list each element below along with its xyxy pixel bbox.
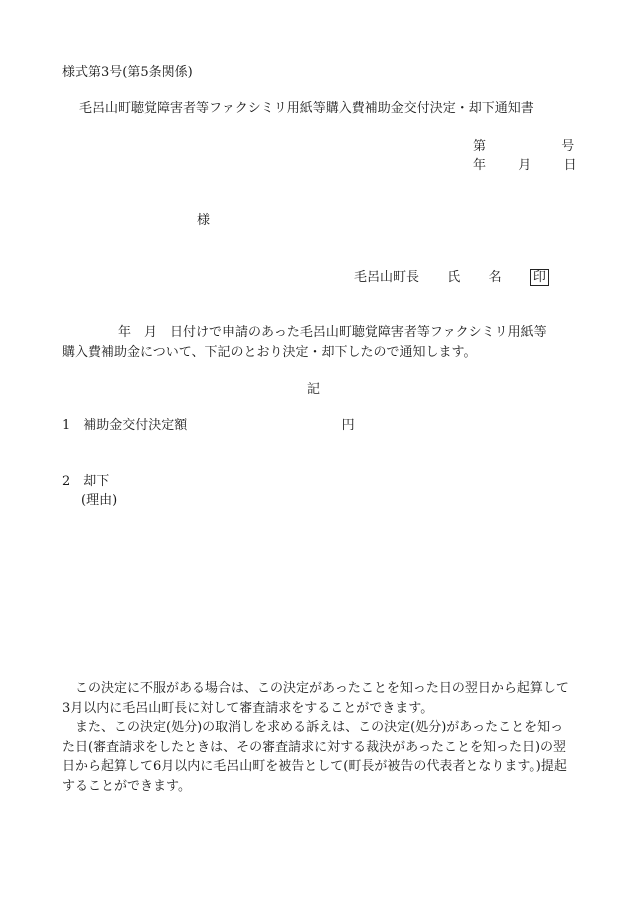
notice-paragraph-2: また、この決定(処分)の取消しを求める訴えは、この決定(処分)があったことを知った日(審査請求をしたときは、その審査請求に対する裁決があったことを知った日)の翌日から起算して6月以内に毛呂山町を被告として(町長が被告の代表者となります。)提起することができます。 [62,720,567,794]
ki-heading: 記 [307,382,321,397]
item-2-label: 2 却下 [62,474,110,489]
date-year: 年 [473,158,487,173]
notice-paragraph-1: この決定に不服がある場合は、この決定があったことを知った日の翌日から起算して3月以内に毛呂山町長に対して審査請求をすることができます。 [62,681,569,716]
ref-go: 号 [561,139,575,154]
official-seal: 印 [530,269,549,286]
date-day: 日 [563,158,577,173]
sender-shi: 氏 [447,270,461,285]
issue-date [473,158,577,174]
body-line-2: 購入費補助金について、下記のとおり決定・却下したので通知します。 [62,344,477,360]
appeal-notice [62,679,570,796]
sender-block [354,269,549,286]
body-text [62,323,570,362]
document-title: 毛呂山町聴覚障害者等ファクシミリ用紙等購入費補助金交付決定・却下通知書 [79,101,534,116]
item-1 [62,418,355,434]
ref-dai: 第 [473,139,487,154]
item1-label: 1 補助金交付決定額 [62,418,188,433]
addressee: 様 [197,213,211,228]
item1-unit: 円 [341,418,355,433]
sender-mei: 名 [488,270,502,285]
item-2-reason: (理由) [81,493,118,508]
date-month: 月 [518,158,532,173]
reference-number [473,139,574,155]
body-line-1: 年 月 日付けで申請のあった毛呂山町聴覚障害者等ファクシミリ用紙等 [118,325,547,340]
sender-title: 毛呂山町長 [354,270,420,285]
form-number: 様式第3号(第5条関係) [62,65,193,80]
